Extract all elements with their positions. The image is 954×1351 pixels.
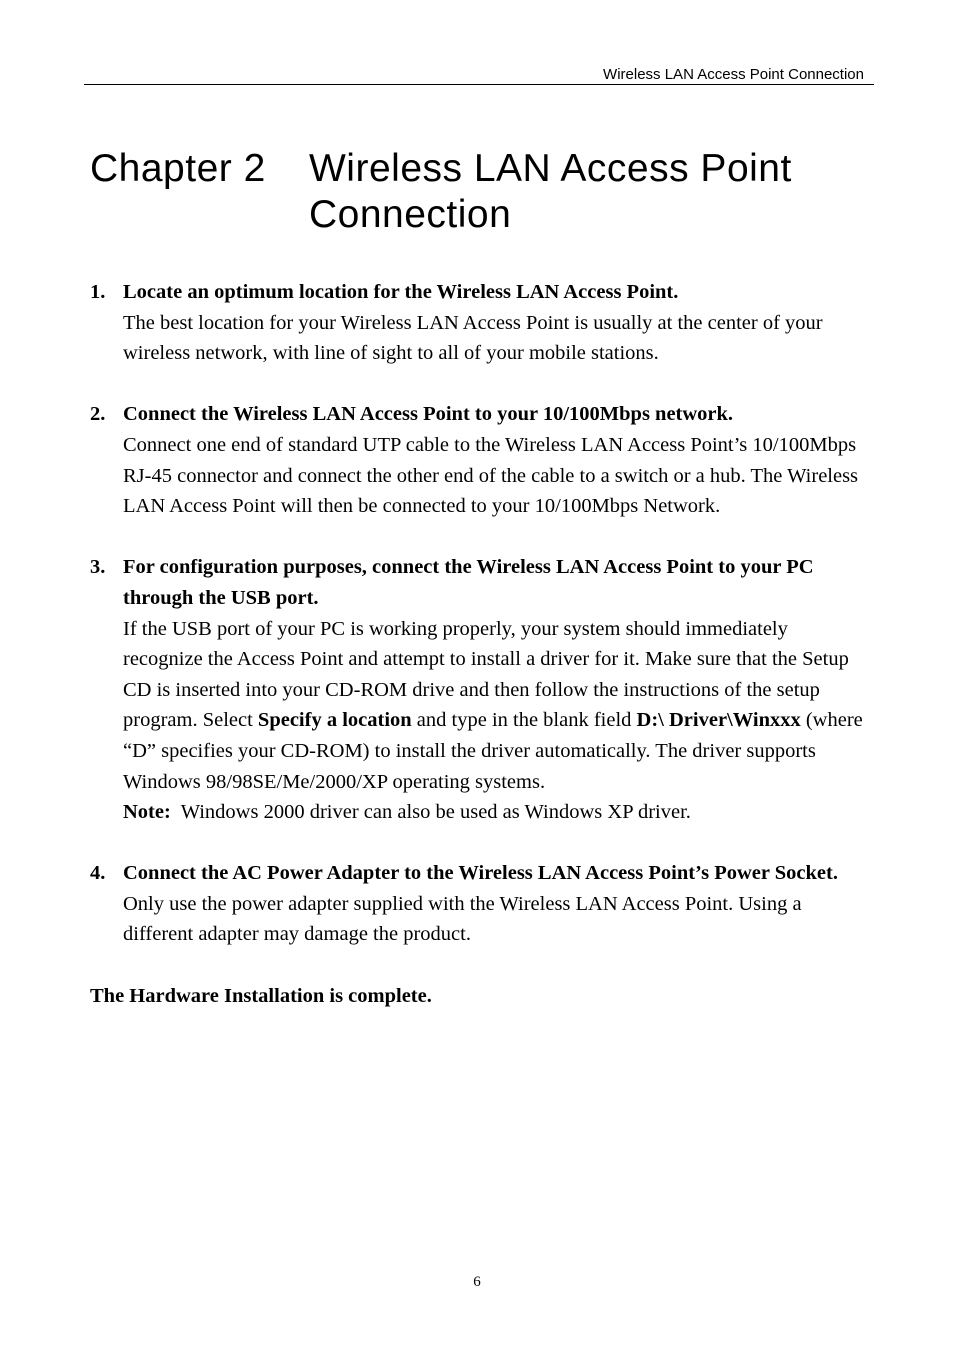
note-text: Windows 2000 driver can also be used as Windows XP driver.: [180, 801, 691, 824]
step-heading: Connect the Wireless LAN Access Point to your 10/100Mbps network.: [123, 403, 734, 426]
chapter-number: Chapter 2: [90, 147, 266, 190]
step-4: [90, 858, 870, 950]
step-number: 3.: [90, 556, 106, 579]
driver-path: D:\ Driver\Winxxx: [636, 709, 801, 732]
step-heading: Locate an optimum location for the Wireless LAN Access Point.: [123, 281, 679, 303]
step-body-text: and type in the blank field: [411, 709, 637, 732]
step-2: [90, 399, 870, 521]
step-heading: For configuration purposes, connect the Wireless LAN Access Point to your PC through the USB port.: [123, 556, 814, 609]
step-1: [90, 277, 870, 369]
step-number: 2.: [90, 403, 106, 426]
closing-statement: The Hardware Installation is complete.: [90, 984, 432, 1007]
installation-steps: [90, 277, 870, 1011]
step-heading: Connect the AC Power Adapter to the Wireless LAN Access Point’s Power Socket.: [123, 862, 838, 885]
step-number: 1.: [90, 281, 106, 303]
step-note: [123, 797, 870, 828]
running-header-title: Wireless LAN Access Point Connection: [603, 66, 864, 83]
running-header: [84, 66, 874, 85]
page-number: 6: [473, 1274, 481, 1290]
note-label: Note:: [123, 801, 171, 824]
step-body: Connect one end of standard UTP cable to the Wireless LAN Access Point’s 10/100Mbps RJ-45 connector and connect the other end of the cable to a switch or a hub. The Wireless LAN Access Point will then be connected to your 10/100Mbps Network.: [123, 433, 859, 518]
chapter-name: Wireless LAN Access Point Connection: [309, 147, 792, 236]
step-body: Only use the power adapter supplied with the Wireless LAN Access Point. Using a different adapter may damage the product.: [123, 892, 802, 946]
step-body-text: If the USB port of your PC is working properly, your system should immediately recognize the Access Point and attempt to install a driver for it. Make sure that the Setup CD is inserted into your CD-ROM drive and then follow the instructions of the setup program. Select: [123, 617, 849, 732]
step-body: The best location for your Wireless LAN Access Point is usually at the center of your wireless network, with line of sight to all of your mobile stations.: [123, 311, 823, 365]
step-number: 4.: [90, 862, 106, 885]
step-body: [123, 614, 870, 798]
step-body-text: (where “D” specifies your CD-ROM) to install the driver automatically. The driver supports Windows 98/98SE/Me/2000/XP operating systems.: [123, 709, 863, 793]
step-3: [90, 552, 870, 827]
option-specify-location: Specify a location: [257, 709, 412, 732]
